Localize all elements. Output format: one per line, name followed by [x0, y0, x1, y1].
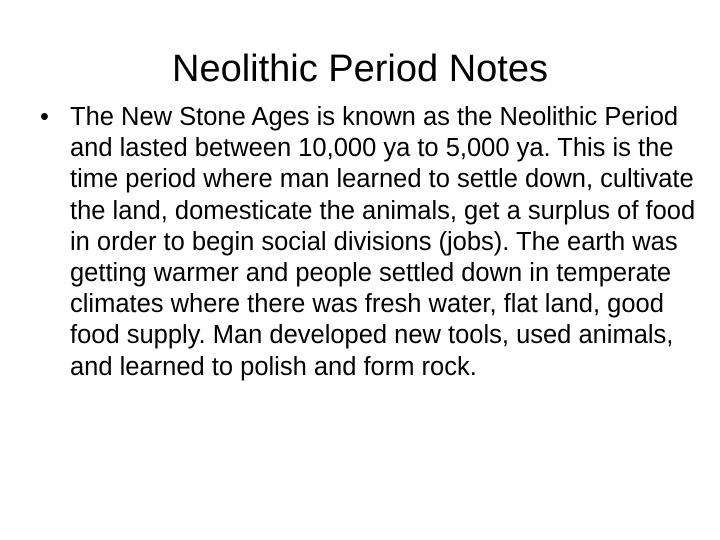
bullet-marker: •	[40, 103, 49, 131]
bullet-item	[40, 102, 705, 383]
slide-title: Neolithic Period Notes	[172, 48, 548, 90]
bullet-text: The New Stone Ages is known as the Neolithic Period and lasted between 10,000 ya to 5,000 ya. This is the time period where man learned to settle down, cultivate the land, domesticate the animals, get a surplus of food in order to begin social divisions (jobs). The earth was getting warmer and people settled down in temperate climates where there was fresh water, flat land, good food supply. Man developed new tools, used animals, and learned to polish and form rock.	[70, 103, 696, 381]
bullet-list	[40, 102, 705, 383]
